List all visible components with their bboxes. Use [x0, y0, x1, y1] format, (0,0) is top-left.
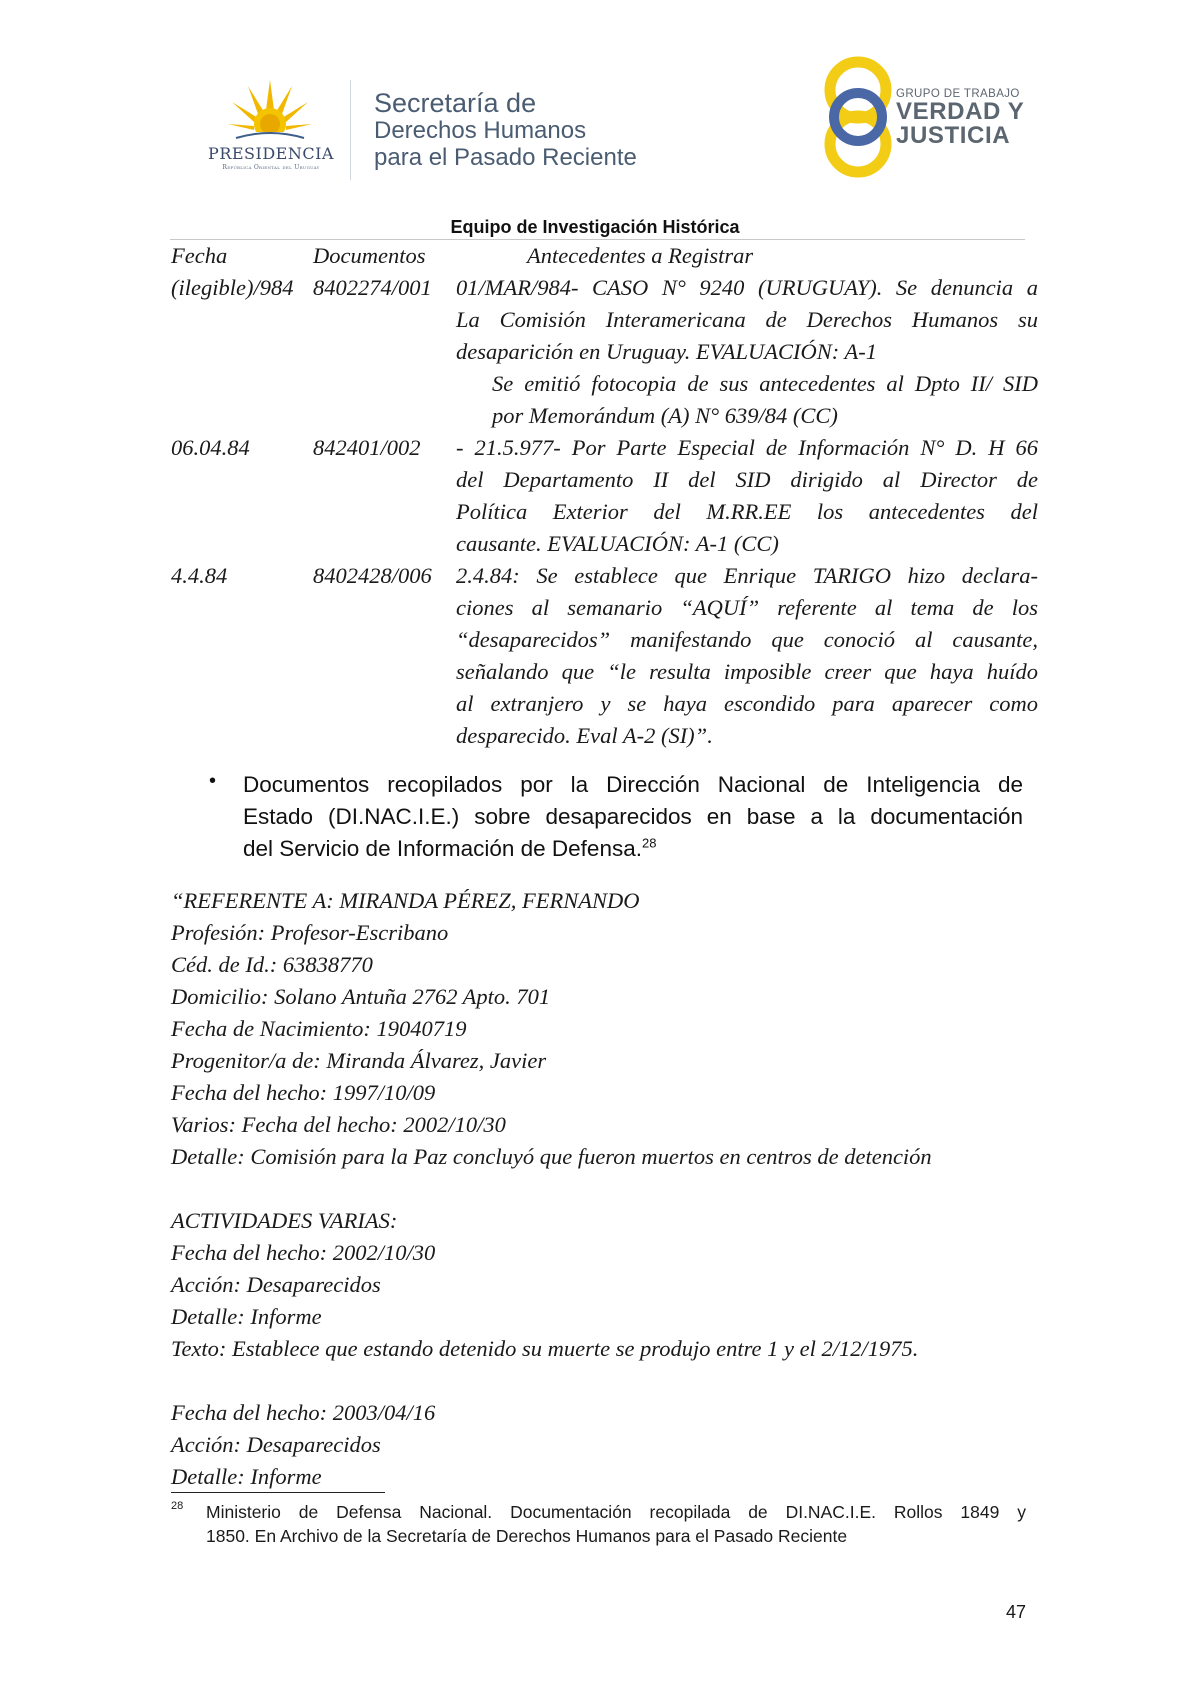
row-3-text-line: ciones al semanario “AQUÍ” referente al tema de los	[456, 595, 1038, 620]
referente-line: “REFERENTE A: MIRANDA PÉREZ, FERNANDO	[171, 888, 640, 913]
bullet-text-line: Estado (DI.NAC.I.E.) sobre desaparecidos en base a la documentación	[243, 804, 1023, 829]
col-header-fecha: Fecha	[171, 243, 228, 268]
row-3-fecha: 4.4.84	[171, 563, 228, 588]
segundo-hecho-line: Detalle: Informe	[171, 1464, 322, 1489]
segundo-hecho-line: Fecha del hecho: 2003/04/16	[171, 1400, 436, 1425]
secretaria-line-3: para el Pasado Reciente	[374, 144, 637, 171]
row-3-text-line: “desaparecidos” manifestando que conoció al causante,	[456, 627, 1038, 652]
referente-line: Fecha de Nacimiento: 19040719	[171, 1016, 467, 1041]
row-2-text-line: - 21.5.977- Por Parte Especial de Información N° D. H 66	[456, 435, 1038, 460]
presidencia-name: PRESIDENCIA	[208, 144, 334, 163]
row-3-documento: 8402428/006	[313, 563, 432, 588]
row-1-text-line: por Memorándum (A) N° 639/84 (CC)	[492, 403, 838, 428]
referente-line: Céd. de Id.: 63838770	[171, 952, 373, 977]
row-3-text-line: 2.4.84: Se establece que Enrique TARIGO hizo declara-	[456, 563, 1038, 588]
bullet-marker: •	[209, 770, 217, 792]
referente-line: Domicilio: Solano Antuña 2762 Apto. 701	[171, 984, 551, 1009]
row-2-text-line: del Departamento II del SID dirigido al Director de	[456, 467, 1038, 492]
referente-line: Fecha del hecho: 1997/10/09	[171, 1080, 436, 1105]
secretaria-line-1: Secretaría de	[374, 88, 537, 118]
header-divider	[350, 80, 351, 180]
row-2-text-line: causante. EVALUACIÓN: A-1 (CC)	[456, 531, 779, 556]
secretaria-line-2: Derechos Humanos	[374, 117, 587, 144]
referente-line: Detalle: Comisión para la Paz concluyó que fueron muertos en centros de detención	[171, 1144, 932, 1169]
gtvj-line-2: VERDAD Y	[896, 98, 1025, 125]
footnote-ref[interactable]: 28	[641, 835, 657, 851]
row-2-documento: 842401/002	[313, 435, 421, 460]
footnote-rule	[171, 1492, 385, 1493]
actividades-line: Texto: Establece que estando detenido su muerte se produjo entre 1 y el 2/12/1975.	[171, 1336, 919, 1361]
gtvj-line-1: GRUPO DE TRABAJO	[896, 88, 1020, 100]
bullet-text-last-line	[243, 833, 1023, 865]
footnote-text-line: Ministerio de Defensa Nacional. Documentación recopilada de DI.NAC.I.E. Rollos 1849 y	[206, 1502, 1026, 1522]
row-1-text-line: 01/MAR/984- CASO N° 9240 (URUGUAY). Se denuncia a	[456, 275, 1038, 300]
row-3-text-line: desparecido. Eval A-2 (SI)”.	[456, 723, 713, 748]
col-header-antecedentes: Antecedentes a Registrar	[527, 243, 754, 268]
row-3-text-line: señalando que “le resulta imposible creer que haya huído	[456, 659, 1038, 684]
row-2-text-line: Política Exterior del M.RR.EE los antecedentes del	[456, 499, 1038, 524]
row-3-text-line: al extranjero y se haya escondido para aparecer como	[456, 691, 1038, 716]
footnote-text-line: 1850. En Archivo de la Secretaría de Derechos Humanos para el Pasado Reciente	[206, 1526, 848, 1546]
footnote-mark: 28	[171, 1500, 184, 1512]
actividades-line: Fecha del hecho: 2002/10/30	[171, 1240, 436, 1265]
row-1-text-line: Se emitió fotocopia de sus antecedentes al Dpto II/ SID	[492, 371, 1038, 396]
col-header-documentos: Documentos	[313, 243, 426, 268]
row-1-text-line: La Comisión Interamericana de Derechos Humanos su	[456, 307, 1038, 332]
referente-line: Varios: Fecha del hecho: 2002/10/30	[171, 1112, 506, 1137]
row-2-fecha: 06.04.84	[171, 435, 250, 460]
bullet-text-line: del Servicio de Información de Defensa.	[243, 836, 642, 861]
gtvj-line-3: JUSTICIA	[896, 122, 1011, 149]
actividades-line: Detalle: Informe	[171, 1304, 322, 1329]
secretaria-title	[374, 90, 637, 171]
verdad-justicia-text	[896, 88, 1024, 148]
presidencia-sun-logo	[228, 80, 312, 144]
row-1-documento: 8402274/001	[313, 275, 432, 300]
referente-line: Profesión: Profesor-Escribano	[171, 920, 449, 945]
actividades-line: ACTIVIDADES VARIAS:	[171, 1208, 398, 1233]
bullet-text-line: Documentos recopilados por la Dirección Nacional de Inteligencia de	[243, 772, 1023, 797]
actividades-line: Acción: Desaparecidos	[171, 1272, 381, 1297]
row-1-text-line: desaparición en Uruguay. EVALUACIÓN: A-1	[456, 339, 877, 364]
equipo-heading: Equipo de Investigación Histórica	[450, 217, 740, 237]
page-number: 47	[1006, 1602, 1027, 1622]
row-1-fecha: (ilegible)/984	[171, 275, 294, 300]
segundo-hecho-line: Acción: Desaparecidos	[171, 1432, 381, 1457]
referente-line: Progenitor/a de: Miranda Álvarez, Javier	[171, 1048, 547, 1073]
presidencia-subtitle: República Oriental del Uruguay	[222, 164, 320, 171]
